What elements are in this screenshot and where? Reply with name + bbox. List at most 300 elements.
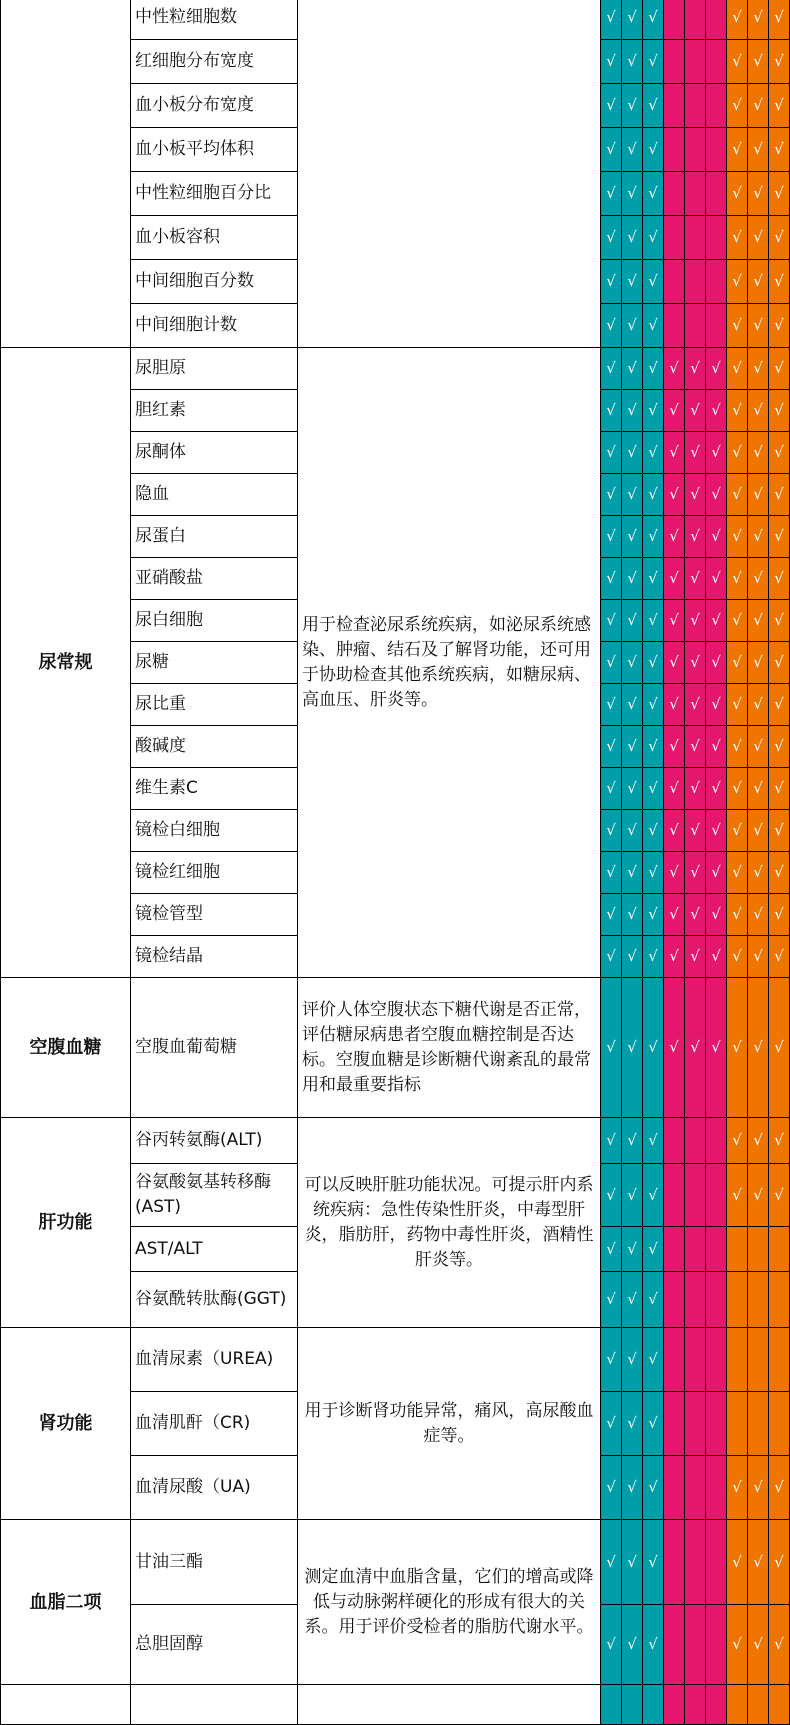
check-mark-icon: √ xyxy=(748,516,769,558)
check-mark-icon: √ xyxy=(748,304,769,348)
check-mark-icon: √ xyxy=(643,894,664,936)
check-mark-icon: √ xyxy=(706,726,727,768)
empty-check-cell xyxy=(664,0,685,40)
check-mark-icon: √ xyxy=(748,84,769,128)
check-mark-icon: √ xyxy=(706,852,727,894)
empty-check-cell xyxy=(685,304,706,348)
empty-check-cell xyxy=(664,1272,685,1328)
empty-check-cell xyxy=(685,1227,706,1272)
test-item-cell: 中性粒细胞数 xyxy=(131,0,298,40)
test-item-cell: 胆红素 xyxy=(131,390,298,432)
check-mark-icon: √ xyxy=(622,1328,643,1392)
check-mark-icon: √ xyxy=(685,684,706,726)
check-mark-icon: √ xyxy=(643,558,664,600)
check-mark-icon: √ xyxy=(664,600,685,642)
check-mark-icon: √ xyxy=(727,768,748,810)
empty-check-cell xyxy=(664,84,685,128)
table-row xyxy=(1,0,790,40)
check-mark-icon: √ xyxy=(727,726,748,768)
check-mark-icon: √ xyxy=(601,600,622,642)
check-mark-icon: √ xyxy=(643,260,664,304)
check-mark-icon: √ xyxy=(727,40,748,84)
check-mark-icon: √ xyxy=(643,684,664,726)
check-mark-icon: √ xyxy=(601,1227,622,1272)
test-item-cell: 镜检结晶 xyxy=(131,936,298,978)
check-mark-icon: √ xyxy=(601,894,622,936)
check-mark-icon: √ xyxy=(727,1456,748,1520)
test-item-cell: 谷氨酸氨基转移酶(AST) xyxy=(131,1164,298,1227)
check-mark-icon: √ xyxy=(769,260,790,304)
check-mark-icon: √ xyxy=(643,128,664,172)
check-mark-icon: √ xyxy=(622,684,643,726)
check-mark-icon: √ xyxy=(622,304,643,348)
check-mark-icon: √ xyxy=(685,810,706,852)
check-mark-icon: √ xyxy=(643,0,664,40)
description-cell: 测定血清中血脂含量，它们的增高或降低与动脉粥样硬化的形成有很大的关系。用于评价受检者的脂肪代谢水平。 xyxy=(298,1520,601,1685)
check-mark-icon: √ xyxy=(601,1328,622,1392)
empty-check-cell xyxy=(706,1605,727,1685)
empty-check-cell xyxy=(748,1328,769,1392)
check-mark-icon: √ xyxy=(748,1456,769,1520)
check-mark-icon: √ xyxy=(685,978,706,1118)
check-mark-icon: √ xyxy=(622,0,643,40)
check-mark-icon: √ xyxy=(643,474,664,516)
check-mark-icon: √ xyxy=(706,516,727,558)
check-mark-icon: √ xyxy=(685,936,706,978)
check-mark-icon: √ xyxy=(685,558,706,600)
check-mark-icon: √ xyxy=(643,600,664,642)
check-mark-icon: √ xyxy=(664,810,685,852)
check-mark-icon: √ xyxy=(643,1456,664,1520)
check-mark-icon: √ xyxy=(769,128,790,172)
table-row xyxy=(1,1328,790,1392)
empty-check-cell xyxy=(706,1392,727,1456)
check-mark-icon: √ xyxy=(727,810,748,852)
check-mark-icon: √ xyxy=(622,1227,643,1272)
test-item-cell: 血清肌酐（CR) xyxy=(131,1392,298,1456)
empty-check-cell xyxy=(685,40,706,84)
empty-check-cell xyxy=(685,260,706,304)
check-mark-icon: √ xyxy=(643,40,664,84)
check-mark-icon: √ xyxy=(748,0,769,40)
check-mark-icon: √ xyxy=(748,642,769,684)
check-mark-icon: √ xyxy=(601,516,622,558)
check-mark-icon: √ xyxy=(622,172,643,216)
check-mark-icon: √ xyxy=(748,128,769,172)
check-mark-icon: √ xyxy=(748,172,769,216)
check-mark-icon: √ xyxy=(664,390,685,432)
check-mark-icon: √ xyxy=(643,1520,664,1605)
check-mark-icon: √ xyxy=(769,978,790,1118)
test-item-cell: 酸碱度 xyxy=(131,726,298,768)
check-mark-icon: √ xyxy=(643,1227,664,1272)
check-mark-icon: √ xyxy=(748,936,769,978)
check-mark-icon: √ xyxy=(601,978,622,1118)
check-mark-icon: √ xyxy=(748,852,769,894)
test-item-cell: AST/ALT xyxy=(131,1227,298,1272)
empty-check-cell xyxy=(685,1605,706,1685)
check-mark-icon: √ xyxy=(622,1456,643,1520)
test-item-cell: 隐血 xyxy=(131,474,298,516)
check-mark-icon: √ xyxy=(622,128,643,172)
test-item-cell: 血清尿酸（UA) xyxy=(131,1456,298,1520)
check-mark-icon: √ xyxy=(685,726,706,768)
check-mark-icon: √ xyxy=(685,768,706,810)
empty-check-cell xyxy=(748,1685,769,1725)
empty-check-cell xyxy=(748,1272,769,1328)
check-mark-icon: √ xyxy=(748,768,769,810)
test-item-cell: 血小板平均体积 xyxy=(131,128,298,172)
check-mark-icon: √ xyxy=(727,1520,748,1605)
check-mark-icon: √ xyxy=(769,726,790,768)
check-mark-icon: √ xyxy=(622,894,643,936)
check-mark-icon: √ xyxy=(622,474,643,516)
check-mark-icon: √ xyxy=(748,260,769,304)
check-mark-icon: √ xyxy=(643,1392,664,1456)
check-mark-icon: √ xyxy=(601,1456,622,1520)
check-mark-icon: √ xyxy=(601,128,622,172)
empty-check-cell xyxy=(769,1392,790,1456)
check-mark-icon: √ xyxy=(643,172,664,216)
check-mark-icon: √ xyxy=(727,936,748,978)
check-mark-icon: √ xyxy=(601,726,622,768)
empty-check-cell xyxy=(601,1685,622,1725)
test-item-cell: 甘油三酯 xyxy=(131,1520,298,1605)
check-mark-icon: √ xyxy=(685,390,706,432)
check-mark-icon: √ xyxy=(601,1272,622,1328)
check-mark-icon: √ xyxy=(769,474,790,516)
empty-check-cell xyxy=(769,1328,790,1392)
empty-check-cell xyxy=(748,1392,769,1456)
empty-check-cell xyxy=(706,260,727,304)
check-mark-icon: √ xyxy=(727,432,748,474)
check-mark-icon: √ xyxy=(664,978,685,1118)
check-mark-icon: √ xyxy=(748,684,769,726)
check-mark-icon: √ xyxy=(727,216,748,260)
check-mark-icon: √ xyxy=(622,1164,643,1227)
check-mark-icon: √ xyxy=(727,172,748,216)
check-mark-icon: √ xyxy=(622,432,643,474)
check-mark-icon: √ xyxy=(664,726,685,768)
category-cell: 血脂二项 xyxy=(1,1520,131,1685)
check-mark-icon: √ xyxy=(706,474,727,516)
check-mark-icon: √ xyxy=(769,348,790,390)
check-mark-icon: √ xyxy=(769,558,790,600)
check-mark-icon: √ xyxy=(685,852,706,894)
check-mark-icon: √ xyxy=(769,1520,790,1605)
check-mark-icon: √ xyxy=(748,1164,769,1227)
check-mark-icon: √ xyxy=(727,1118,748,1164)
check-mark-icon: √ xyxy=(769,516,790,558)
empty-check-cell xyxy=(706,1164,727,1227)
check-mark-icon: √ xyxy=(643,1605,664,1685)
check-mark-icon: √ xyxy=(727,1605,748,1685)
check-mark-icon: √ xyxy=(622,768,643,810)
check-mark-icon: √ xyxy=(769,0,790,40)
description-cell: 用于诊断肾功能异常，痛风，高尿酸血症等。 xyxy=(298,1328,601,1520)
check-mark-icon: √ xyxy=(622,1392,643,1456)
check-mark-icon: √ xyxy=(706,642,727,684)
test-item-cell: 尿比重 xyxy=(131,684,298,726)
check-mark-icon: √ xyxy=(706,978,727,1118)
check-mark-icon: √ xyxy=(601,810,622,852)
check-mark-icon: √ xyxy=(643,768,664,810)
empty-check-cell xyxy=(664,172,685,216)
check-mark-icon: √ xyxy=(769,1456,790,1520)
check-mark-icon: √ xyxy=(601,172,622,216)
check-mark-icon: √ xyxy=(769,684,790,726)
check-mark-icon: √ xyxy=(643,1328,664,1392)
check-mark-icon: √ xyxy=(727,128,748,172)
empty-check-cell xyxy=(664,1685,685,1725)
check-mark-icon: √ xyxy=(727,474,748,516)
check-mark-icon: √ xyxy=(601,852,622,894)
empty-check-cell xyxy=(664,1227,685,1272)
test-item-cell: 中性粒细胞百分比 xyxy=(131,172,298,216)
check-mark-icon: √ xyxy=(643,84,664,128)
empty-check-cell xyxy=(664,1164,685,1227)
check-mark-icon: √ xyxy=(685,516,706,558)
test-item-cell: 中间细胞百分数 xyxy=(131,260,298,304)
check-mark-icon: √ xyxy=(601,0,622,40)
check-mark-icon: √ xyxy=(727,684,748,726)
empty-check-cell xyxy=(706,1520,727,1605)
empty-check-cell xyxy=(727,1227,748,1272)
empty-check-cell xyxy=(706,304,727,348)
check-mark-icon: √ xyxy=(706,768,727,810)
category-cell: 尿常规 xyxy=(1,348,131,978)
check-mark-icon: √ xyxy=(643,516,664,558)
category-cell: 肾功能 xyxy=(1,1328,131,1520)
empty-check-cell xyxy=(685,1118,706,1164)
check-mark-icon: √ xyxy=(727,390,748,432)
empty-check-cell xyxy=(706,1685,727,1725)
test-item-cell: 谷丙转氨酶(ALT) xyxy=(131,1118,298,1164)
empty-check-cell xyxy=(685,1328,706,1392)
empty-check-cell xyxy=(664,216,685,260)
check-mark-icon: √ xyxy=(664,642,685,684)
test-item-cell: 尿糖 xyxy=(131,642,298,684)
check-mark-icon: √ xyxy=(601,642,622,684)
check-mark-icon: √ xyxy=(601,1164,622,1227)
check-mark-icon: √ xyxy=(769,432,790,474)
check-mark-icon: √ xyxy=(706,684,727,726)
check-mark-icon: √ xyxy=(727,1164,748,1227)
check-mark-icon: √ xyxy=(622,390,643,432)
empty-check-cell xyxy=(727,1685,748,1725)
check-mark-icon: √ xyxy=(706,390,727,432)
check-mark-icon: √ xyxy=(769,40,790,84)
check-mark-icon: √ xyxy=(622,1118,643,1164)
check-mark-icon: √ xyxy=(664,768,685,810)
description-cell: 用于检查泌尿系统疾病，如泌尿系统感染、肿瘤、结石及了解肾功能，还可用于协助检查其他系统疾病，如糖尿病、高血压、肝炎等。 xyxy=(298,348,601,978)
empty-check-cell xyxy=(706,172,727,216)
check-mark-icon: √ xyxy=(769,894,790,936)
check-mark-icon: √ xyxy=(622,216,643,260)
check-mark-icon: √ xyxy=(664,432,685,474)
check-mark-icon: √ xyxy=(601,390,622,432)
check-mark-icon: √ xyxy=(622,1520,643,1605)
check-mark-icon: √ xyxy=(643,978,664,1118)
check-mark-icon: √ xyxy=(685,642,706,684)
check-mark-icon: √ xyxy=(643,852,664,894)
category-cell xyxy=(1,0,131,348)
empty-check-cell xyxy=(706,1328,727,1392)
table-row xyxy=(1,1520,790,1605)
check-mark-icon: √ xyxy=(643,642,664,684)
check-mark-icon: √ xyxy=(622,726,643,768)
check-mark-icon: √ xyxy=(769,304,790,348)
empty-check-cell xyxy=(706,1227,727,1272)
empty-check-cell xyxy=(685,1272,706,1328)
test-item-cell: 总胆固醇 xyxy=(131,1605,298,1685)
check-mark-icon: √ xyxy=(601,1118,622,1164)
check-mark-icon: √ xyxy=(643,304,664,348)
category-cell: 肝功能 xyxy=(1,1118,131,1328)
check-mark-icon: √ xyxy=(622,852,643,894)
check-mark-icon: √ xyxy=(748,474,769,516)
check-mark-icon: √ xyxy=(643,936,664,978)
check-mark-icon: √ xyxy=(769,172,790,216)
empty-check-cell xyxy=(664,1118,685,1164)
check-mark-icon: √ xyxy=(643,1118,664,1164)
empty-check-cell xyxy=(727,1392,748,1456)
category-cell xyxy=(1,1685,131,1725)
empty-check-cell xyxy=(664,1328,685,1392)
check-mark-icon: √ xyxy=(769,1164,790,1227)
empty-check-cell xyxy=(706,128,727,172)
empty-check-cell xyxy=(643,1685,664,1725)
check-mark-icon: √ xyxy=(601,768,622,810)
empty-check-cell xyxy=(664,1520,685,1605)
category-cell: 空腹血糖 xyxy=(1,978,131,1118)
test-item-cell: 血清尿素（UREA) xyxy=(131,1328,298,1392)
check-mark-icon: √ xyxy=(601,936,622,978)
check-mark-icon: √ xyxy=(706,558,727,600)
empty-check-cell xyxy=(664,1605,685,1685)
check-mark-icon: √ xyxy=(601,432,622,474)
check-mark-icon: √ xyxy=(622,936,643,978)
check-mark-icon: √ xyxy=(664,558,685,600)
check-mark-icon: √ xyxy=(748,432,769,474)
check-mark-icon: √ xyxy=(622,84,643,128)
check-mark-icon: √ xyxy=(643,216,664,260)
check-mark-icon: √ xyxy=(685,432,706,474)
empty-check-cell xyxy=(622,1685,643,1725)
empty-check-cell xyxy=(685,128,706,172)
check-mark-icon: √ xyxy=(622,1272,643,1328)
check-mark-icon: √ xyxy=(748,726,769,768)
check-mark-icon: √ xyxy=(601,84,622,128)
description-cell: 评价人体空腹状态下糖代谢是否正常，评估糖尿病患者空腹血糖控制是否达标。空腹血糖是诊断糖代谢紊乱的最常用和最重要指标 xyxy=(298,978,601,1118)
empty-check-cell xyxy=(706,1456,727,1520)
test-item-cell: 谷氨酰转肽酶(GGT) xyxy=(131,1272,298,1328)
empty-check-cell xyxy=(685,1685,706,1725)
check-mark-icon: √ xyxy=(748,390,769,432)
check-mark-icon: √ xyxy=(643,348,664,390)
check-mark-icon: √ xyxy=(685,600,706,642)
empty-check-cell xyxy=(727,1272,748,1328)
check-mark-icon: √ xyxy=(748,40,769,84)
check-mark-icon: √ xyxy=(706,810,727,852)
check-mark-icon: √ xyxy=(769,216,790,260)
test-item-cell: 维生素C xyxy=(131,768,298,810)
check-mark-icon: √ xyxy=(769,1605,790,1685)
check-mark-icon: √ xyxy=(727,516,748,558)
check-mark-icon: √ xyxy=(664,852,685,894)
check-mark-icon: √ xyxy=(769,390,790,432)
check-mark-icon: √ xyxy=(643,1164,664,1227)
empty-check-cell xyxy=(706,1272,727,1328)
test-item-cell: 中间细胞计数 xyxy=(131,304,298,348)
empty-check-cell xyxy=(664,304,685,348)
check-mark-icon: √ xyxy=(664,936,685,978)
test-item-cell: 红细胞分布宽度 xyxy=(131,40,298,84)
check-mark-icon: √ xyxy=(727,600,748,642)
check-mark-icon: √ xyxy=(622,600,643,642)
check-mark-icon: √ xyxy=(685,348,706,390)
check-mark-icon: √ xyxy=(748,1520,769,1605)
check-mark-icon: √ xyxy=(622,642,643,684)
check-mark-icon: √ xyxy=(706,894,727,936)
check-mark-icon: √ xyxy=(601,1520,622,1605)
check-mark-icon: √ xyxy=(601,40,622,84)
check-mark-icon: √ xyxy=(664,684,685,726)
check-mark-icon: √ xyxy=(769,642,790,684)
table-row xyxy=(1,978,790,1118)
check-mark-icon: √ xyxy=(664,516,685,558)
empty-check-cell xyxy=(664,40,685,84)
empty-check-cell xyxy=(664,1456,685,1520)
empty-check-cell xyxy=(664,1392,685,1456)
test-item-cell: 血小板分布宽度 xyxy=(131,84,298,128)
check-mark-icon: √ xyxy=(601,216,622,260)
check-mark-icon: √ xyxy=(601,304,622,348)
empty-check-cell xyxy=(664,260,685,304)
check-mark-icon: √ xyxy=(643,726,664,768)
check-mark-icon: √ xyxy=(643,390,664,432)
test-item-cell: 镜检红细胞 xyxy=(131,852,298,894)
empty-check-cell xyxy=(706,1118,727,1164)
check-mark-icon: √ xyxy=(643,432,664,474)
empty-check-cell xyxy=(769,1227,790,1272)
empty-check-cell xyxy=(706,84,727,128)
check-mark-icon: √ xyxy=(748,978,769,1118)
check-mark-icon: √ xyxy=(664,474,685,516)
check-mark-icon: √ xyxy=(727,852,748,894)
empty-check-cell xyxy=(664,128,685,172)
empty-check-cell xyxy=(685,1520,706,1605)
check-mark-icon: √ xyxy=(769,768,790,810)
check-mark-icon: √ xyxy=(601,684,622,726)
empty-check-cell xyxy=(685,0,706,40)
empty-check-cell xyxy=(685,1456,706,1520)
empty-check-cell xyxy=(727,1328,748,1392)
check-mark-icon: √ xyxy=(769,1118,790,1164)
test-item-cell: 镜检管型 xyxy=(131,894,298,936)
empty-check-cell xyxy=(748,1227,769,1272)
check-mark-icon: √ xyxy=(727,304,748,348)
check-mark-icon: √ xyxy=(769,852,790,894)
empty-check-cell xyxy=(685,1164,706,1227)
empty-check-cell xyxy=(769,1272,790,1328)
description-cell xyxy=(298,1685,601,1725)
check-mark-icon: √ xyxy=(769,936,790,978)
check-mark-icon: √ xyxy=(706,348,727,390)
check-mark-icon: √ xyxy=(601,474,622,516)
check-mark-icon: √ xyxy=(622,810,643,852)
check-mark-icon: √ xyxy=(664,894,685,936)
